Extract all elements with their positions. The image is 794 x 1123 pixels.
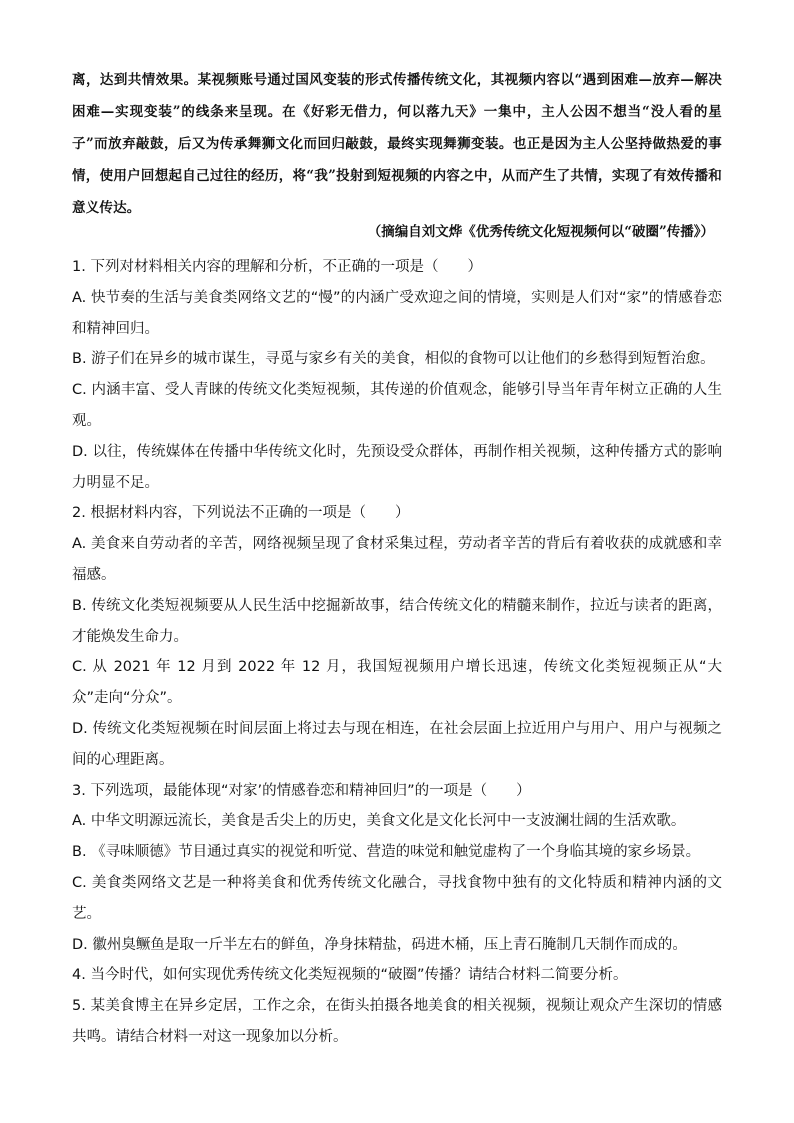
question-3-option-d: D. 徽州臭鳜鱼是取一斤半左右的鲜鱼，净身抹精盐，码进木桶，压上青石腌制几天制作而成的。: [72, 936, 687, 953]
question-3-option-c: C. 美食类网络文艺是一种将美食和优秀传统文化融合，寻找食物中独有的文化特质和精神内涵的文艺。: [72, 874, 722, 922]
source-citation: （摘编自刘文烨《优秀传统文化短视频何以“破圈”传播》）: [367, 224, 714, 240]
question-5-stem: 5. 某美食博主在异乡定居，工作之余，在街头拍摄各地美食的相关视频，视频让观众产生深切的情感共鸣。请结合材料一对这一现象加以分析。: [72, 998, 722, 1045]
question-1-option-d: D. 以往，传统媒体在传播中华传统文化时，先预设受众群体，再制作相关视频，这种传播方式的影响力明显不足。: [72, 443, 722, 491]
question-list: [72, 252, 722, 1053]
question-1-stem: 1. 下列对材料相关内容的理解和分析，不正确的一项是（ ）: [72, 259, 482, 275]
question-1-option-c: C. 内涵丰富、受人青睐的传统文化类短视频，其传递的价值观念，能够引导当年青年树立正确的人生观。: [72, 382, 722, 429]
question-4-stem: 4. 当今时代，如何实现优秀传统文化类短视频的“破圈”传播？请结合材料二简要分析。: [72, 967, 628, 984]
question-2-option-b: B. 传统文化类短视频要从人民生活中挖掘新故事，结合传统文化的精髓来制作，拉近与读者的距离，才能焕发生命力。: [72, 597, 722, 645]
question-1-option-a: A. 快节奏的生活与美食类网络文艺的“慢”的内涵广受欢迎之间的情境，实则是人们对“家”的情感眷恋和精神回归。: [72, 289, 722, 337]
question-2-option-a: A. 美食来自劳动者的辛苦，网络视频呈现了食材采集过程，劳动者辛苦的背后有着收获的成就感和幸福感。: [72, 536, 722, 583]
question-2-option-d: D. 传统文化类短视频在时间层面上将过去与现在相连，在社会层面上拉近用户与用户、用户与视频之间的心理距离。: [72, 720, 722, 768]
question-1-option-b: B. 游子们在异乡的城市谋生，寻觅与家乡有关的美食，相似的食物可以让他们的乡愁得到短暂治愈。: [72, 351, 715, 368]
question-3-option-a: A. 中华文明源远流长，美食是舌尖上的历史，美食文化是文化长河中一支波澜壮阔的生活欢歌。: [72, 813, 686, 830]
passage-text: 离，达到共情效果。某视频账号通过国风变装的形式传播传统文化，其视频内容以“遇到困难—放弃—解决困难—实现变装”的线条来呈现。在《好彩无借力，何以落九天》一集中，主人公因不想当“没人看的星子”而放弃敲鼓，后又为传承舞狮文化而回归敲鼓，最终实现舞狮变装。也正是因为主人公坚持做热爱的事情，使用户回想起自己过往的经历，将“我”投射到短视频的内容之中，从而产生了共情，实现了有效传播和意义传达。: [72, 72, 722, 216]
question-3-stem: 3. 下列选项，最能体现“对家’的情感眷恋和精神回归”的一项是（ ）: [72, 782, 531, 799]
question-2-option-c: C. 从 2021 年 12 月到 2022 年 12 月，我国短视频用户增长迅速，传统文化类短视频正从“大 众”走向“分众”。: [72, 659, 722, 707]
question-2-stem: 2. 根据材料内容，下列说法不正确的一项是（ ）: [72, 505, 410, 522]
question-3-option-b: B. 《寻味顺德》节目通过真实的视觉和听觉、营造的味觉和触觉虚构了一个身临其境的家乡场景。: [72, 844, 701, 861]
